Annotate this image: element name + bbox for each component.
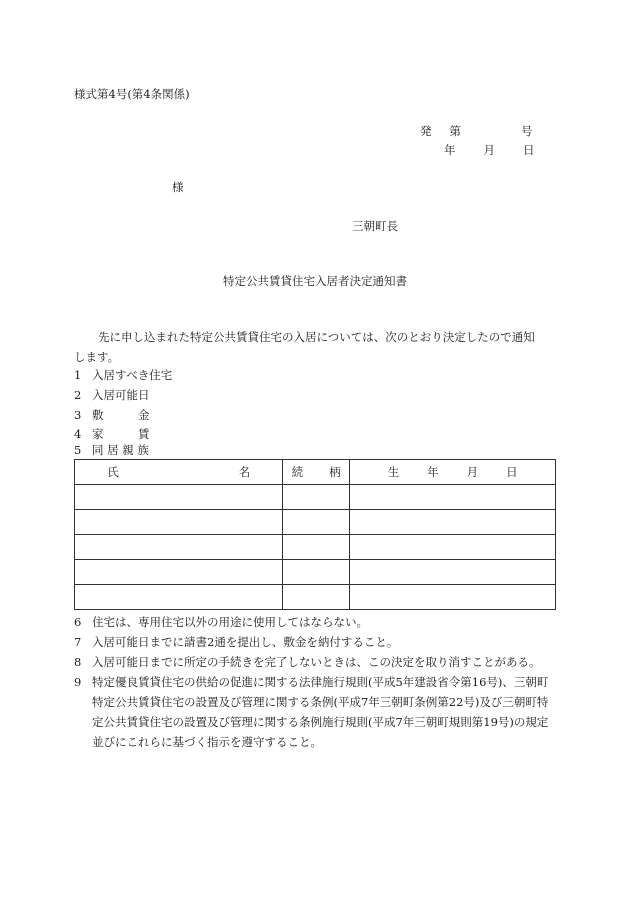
cell-relation[interactable]: [283, 485, 350, 510]
issue-number-line: [420, 123, 533, 139]
item-label: 同 居 親 族: [92, 443, 149, 457]
item-1: [74, 367, 172, 383]
item-number: 2: [74, 388, 82, 402]
header-rel-b: 柄: [329, 465, 341, 479]
addressee-suffix: 様: [172, 180, 184, 194]
header-dob-b: 年: [427, 465, 439, 479]
item-5: [74, 442, 149, 458]
date-tsuki: 月: [483, 143, 495, 157]
cell-name[interactable]: [75, 535, 283, 560]
header-dob-a: 生: [387, 465, 400, 479]
item-2: [74, 387, 150, 403]
item-number: 4: [74, 427, 82, 441]
cell-relation[interactable]: [283, 585, 350, 610]
intro-paragraph: [74, 327, 558, 367]
header-dob-c: 月: [466, 465, 479, 479]
cell-relation[interactable]: [283, 510, 350, 535]
item-4: [74, 426, 150, 442]
note-text: 入居可能日までに所定の手続きを完了しないときは、この決定を取り消すことがある。: [92, 655, 541, 669]
cell-birthdate[interactable]: [350, 485, 556, 510]
header-name-a: 氏: [107, 465, 119, 479]
header-dob-d: 日: [506, 465, 518, 479]
note-text: 入居可能日までに請書2通を提出し、敷金を納付すること。: [92, 635, 399, 649]
date-hi: 日: [523, 143, 535, 157]
cell-birthdate[interactable]: [350, 560, 556, 585]
table-row: [75, 585, 556, 610]
cell-birthdate[interactable]: [350, 510, 556, 535]
cell-name[interactable]: [75, 560, 283, 585]
table-row: [75, 485, 556, 510]
form-number: 様式第4号(第4条関係): [74, 87, 190, 101]
note-8: [74, 652, 558, 672]
note-text: 住宅は、専用住宅以外の用途に使用してはならない。: [92, 615, 368, 629]
cell-birthdate[interactable]: [350, 535, 556, 560]
intro-line-2: します。: [74, 350, 120, 364]
header-birthdate: [350, 460, 556, 485]
item-number: 1: [74, 368, 82, 382]
cell-name[interactable]: [75, 485, 283, 510]
intro-line-1: 先に申し込まれた特定公共賃貸住宅の入居については、次のとおり決定したので通知: [98, 330, 535, 344]
note-text: 特定優良賃貸住宅の供給の促進に関する法律施行規則(平成5年建設省令第16号)、三朝町特定公共賃貸住宅の設置及び管理に関する条例(平成7年三朝町条例第22号)及び三朝町特定公共賃貸住宅の設置及び管理に関する条例施行規則(平成7年三朝町規則第19号)の規定並びにこれらに基づく指示を遵守すること。: [92, 675, 549, 749]
date-line: [444, 142, 535, 158]
cell-birthdate[interactable]: [350, 585, 556, 610]
note-number: 7: [74, 635, 82, 649]
note-6: [74, 612, 558, 632]
notes-list: [74, 612, 558, 752]
item-number: 5: [74, 443, 82, 457]
sender: 三朝町長: [352, 219, 398, 233]
note-7: [74, 632, 558, 652]
table-row: [75, 510, 556, 535]
item-label: 家 賃: [92, 427, 150, 441]
note-number: 6: [74, 615, 82, 629]
note-number: 8: [74, 655, 82, 669]
cell-relation[interactable]: [283, 535, 350, 560]
item-label: 入居可能日: [92, 388, 150, 402]
note-number: 9: [74, 675, 82, 689]
date-nen: 年: [444, 143, 456, 157]
cell-name[interactable]: [75, 585, 283, 610]
header-name: [75, 460, 283, 485]
issue-go: 号: [521, 124, 533, 138]
cell-name[interactable]: [75, 510, 283, 535]
document-title: 特定公共賃貸住宅入居者決定通知書: [223, 274, 407, 288]
cohabiting-family-table: [74, 459, 556, 610]
issue-dai: 第: [449, 124, 461, 138]
table-row: [75, 560, 556, 585]
item-label: 入居すべき住宅: [92, 368, 173, 382]
header-rel-a: 続: [291, 465, 304, 479]
item-label: 敷 金: [92, 408, 150, 422]
note-9: [74, 672, 558, 752]
cell-relation[interactable]: [283, 560, 350, 585]
item-3: [74, 407, 150, 423]
header-name-b: 名: [238, 465, 251, 479]
issue-hatsu: 発: [420, 124, 432, 138]
header-relation: [283, 460, 350, 485]
table-row: [75, 535, 556, 560]
table-header-row: [75, 460, 556, 485]
item-number: 3: [74, 408, 82, 422]
